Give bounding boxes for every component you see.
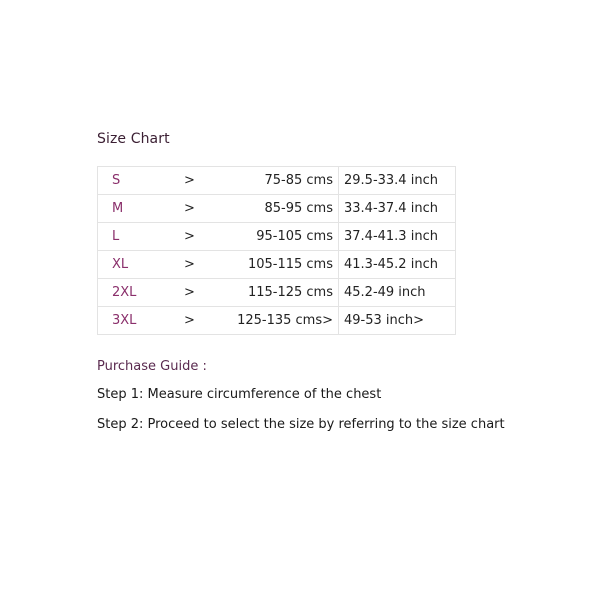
cms-range: 75-85 cms [264,173,333,188]
table-row [98,251,455,279]
inch-range: 37.4-41.3 inch [344,229,438,244]
purchase-step-2: Step 2: Proceed to select the size by referring to the size chart [97,417,505,432]
inch-range: 29.5-33.4 inch [344,173,438,188]
chevron-right-icon: > [184,201,195,216]
cms-range: 85-95 cms [264,201,333,216]
table-row [98,307,455,335]
inch-range: 45.2-49 inch [344,285,426,300]
chevron-right-icon: > [184,229,195,244]
size-chart-title: Size Chart [97,131,170,147]
cms-range: 115-125 cms [247,285,333,300]
chevron-right-icon: > [184,313,195,328]
size-label: 2XL [112,285,137,300]
size-label: S [112,173,121,188]
table-row [98,223,455,251]
cms-range: 125-135 cms> [237,313,333,328]
purchase-step-1: Step 1: Measure circumference of the chest [97,387,382,402]
purchase-guide-heading: Purchase Guide : [97,359,207,374]
chevron-right-icon: > [184,285,195,300]
size-label: L [112,229,120,244]
chevron-right-icon: > [184,257,195,272]
table-row [98,279,455,307]
inch-range: 33.4-37.4 inch [344,201,438,216]
size-chart-table [97,166,456,335]
chevron-right-icon: > [184,173,195,188]
size-label: M [112,201,124,216]
table-row [98,195,455,223]
cms-range: 95-105 cms [256,229,333,244]
size-label: 3XL [112,313,137,328]
table-row [98,167,455,195]
cms-range: 105-115 cms [247,257,333,272]
inch-range: 49-53 inch> [344,313,425,328]
inch-range: 41.3-45.2 inch [344,257,438,272]
size-label: XL [112,257,129,272]
